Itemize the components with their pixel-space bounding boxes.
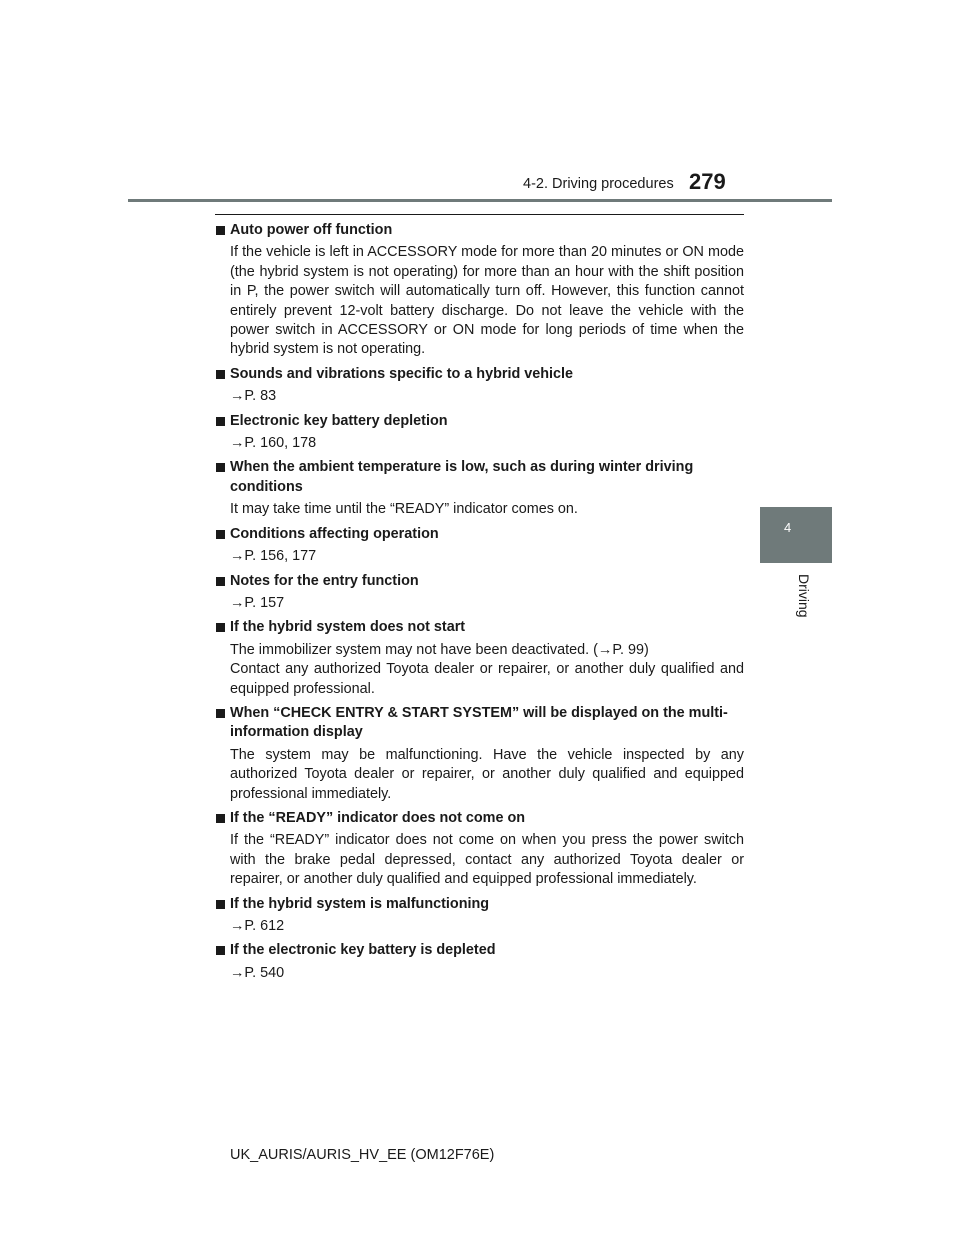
list-item xyxy=(215,618,744,699)
item-body: It may take time until the “READY” indicator comes on. xyxy=(230,501,578,518)
item-heading: If the hybrid system does not start xyxy=(215,618,744,637)
square-bullet-icon xyxy=(216,463,225,472)
page-number: 279 xyxy=(689,169,726,194)
list-item xyxy=(215,412,744,454)
chapter-number: 4 xyxy=(784,520,792,535)
item-heading: If the electronic key battery is depleted xyxy=(215,941,744,960)
item-heading: When “CHECK ENTRY & START SYSTEM” will be displayed on the multi-information display xyxy=(215,704,744,743)
item-body: The immobilizer system may not have been deactivated. (→P. 99) xyxy=(230,641,649,658)
square-bullet-icon xyxy=(216,226,225,235)
list-item xyxy=(215,572,744,614)
list-item xyxy=(215,809,744,890)
list-item xyxy=(215,221,744,360)
list-item xyxy=(215,458,744,519)
page-reference: →P. 160, 178 xyxy=(230,435,317,452)
square-bullet-icon xyxy=(216,946,225,955)
item-heading: If the “READY” indicator does not come on xyxy=(215,809,744,828)
square-bullet-icon xyxy=(216,709,225,718)
item-body-continued: Contact any authorized Toyota dealer or repairer, or another duly qualified and equipped professional. xyxy=(230,661,744,697)
header-rule xyxy=(128,199,832,202)
item-heading: Sounds and vibrations specific to a hybrid vehicle xyxy=(215,365,744,384)
list-item xyxy=(215,895,744,937)
list-item xyxy=(215,704,744,804)
item-body: The system may be malfunctioning. Have the vehicle inspected by any authorized Toyota dealer or repairer, or another duly qualified and equipped professional immediately. xyxy=(230,746,744,802)
item-heading: Notes for the entry function xyxy=(215,572,744,591)
chapter-label: Driving xyxy=(796,574,812,618)
square-bullet-icon xyxy=(216,900,225,909)
item-heading: Electronic key battery depletion xyxy=(215,412,744,431)
page-reference: →P. 612 xyxy=(230,918,285,934)
square-bullet-icon xyxy=(216,530,225,539)
square-bullet-icon xyxy=(216,417,225,426)
item-heading: When the ambient temperature is low, such as during winter driving conditions xyxy=(215,458,744,497)
square-bullet-icon xyxy=(216,370,225,379)
content-top-rule xyxy=(215,214,744,215)
page-reference: →P. 540 xyxy=(230,964,285,981)
list-item xyxy=(215,365,744,407)
item-body: If the vehicle is left in ACCESSORY mode for more than 20 minutes or ON mode (the hybrid system is not operating) for more than an hour with the shift position in P, the power switch will automatically turn off. However, this function cannot entirely prevent 12-volt battery discharge. Do not leave the vehicle with the power switch in ACCESSORY or ON mode for long periods of time when the hybrid system is not operating. xyxy=(230,244,744,358)
chapter-tab xyxy=(760,507,832,563)
page-reference: →P. 83 xyxy=(230,388,277,405)
square-bullet-icon xyxy=(216,814,225,823)
list-item xyxy=(215,941,744,983)
section-title: 4-2. Driving procedures xyxy=(523,176,674,192)
square-bullet-icon xyxy=(216,623,225,632)
list-item xyxy=(215,525,744,567)
note-list xyxy=(215,221,744,988)
item-heading: Auto power off function xyxy=(215,221,744,240)
document-code: UK_AURIS/AURIS_HV_EE (OM12F76E) xyxy=(230,1147,495,1163)
item-heading: Conditions affecting operation xyxy=(215,525,744,544)
page-reference: →P. 156, 177 xyxy=(230,548,317,565)
item-body: If the “READY” indicator does not come on when you press the power switch with the brake pedal depressed, contact any authorized Toyota dealer or repairer, or another duly qualified and equipped professional immediately. xyxy=(230,832,744,888)
page-reference: →P. 157 xyxy=(230,594,285,611)
item-heading: If the hybrid system is malfunctioning xyxy=(215,895,744,914)
square-bullet-icon xyxy=(216,577,225,586)
